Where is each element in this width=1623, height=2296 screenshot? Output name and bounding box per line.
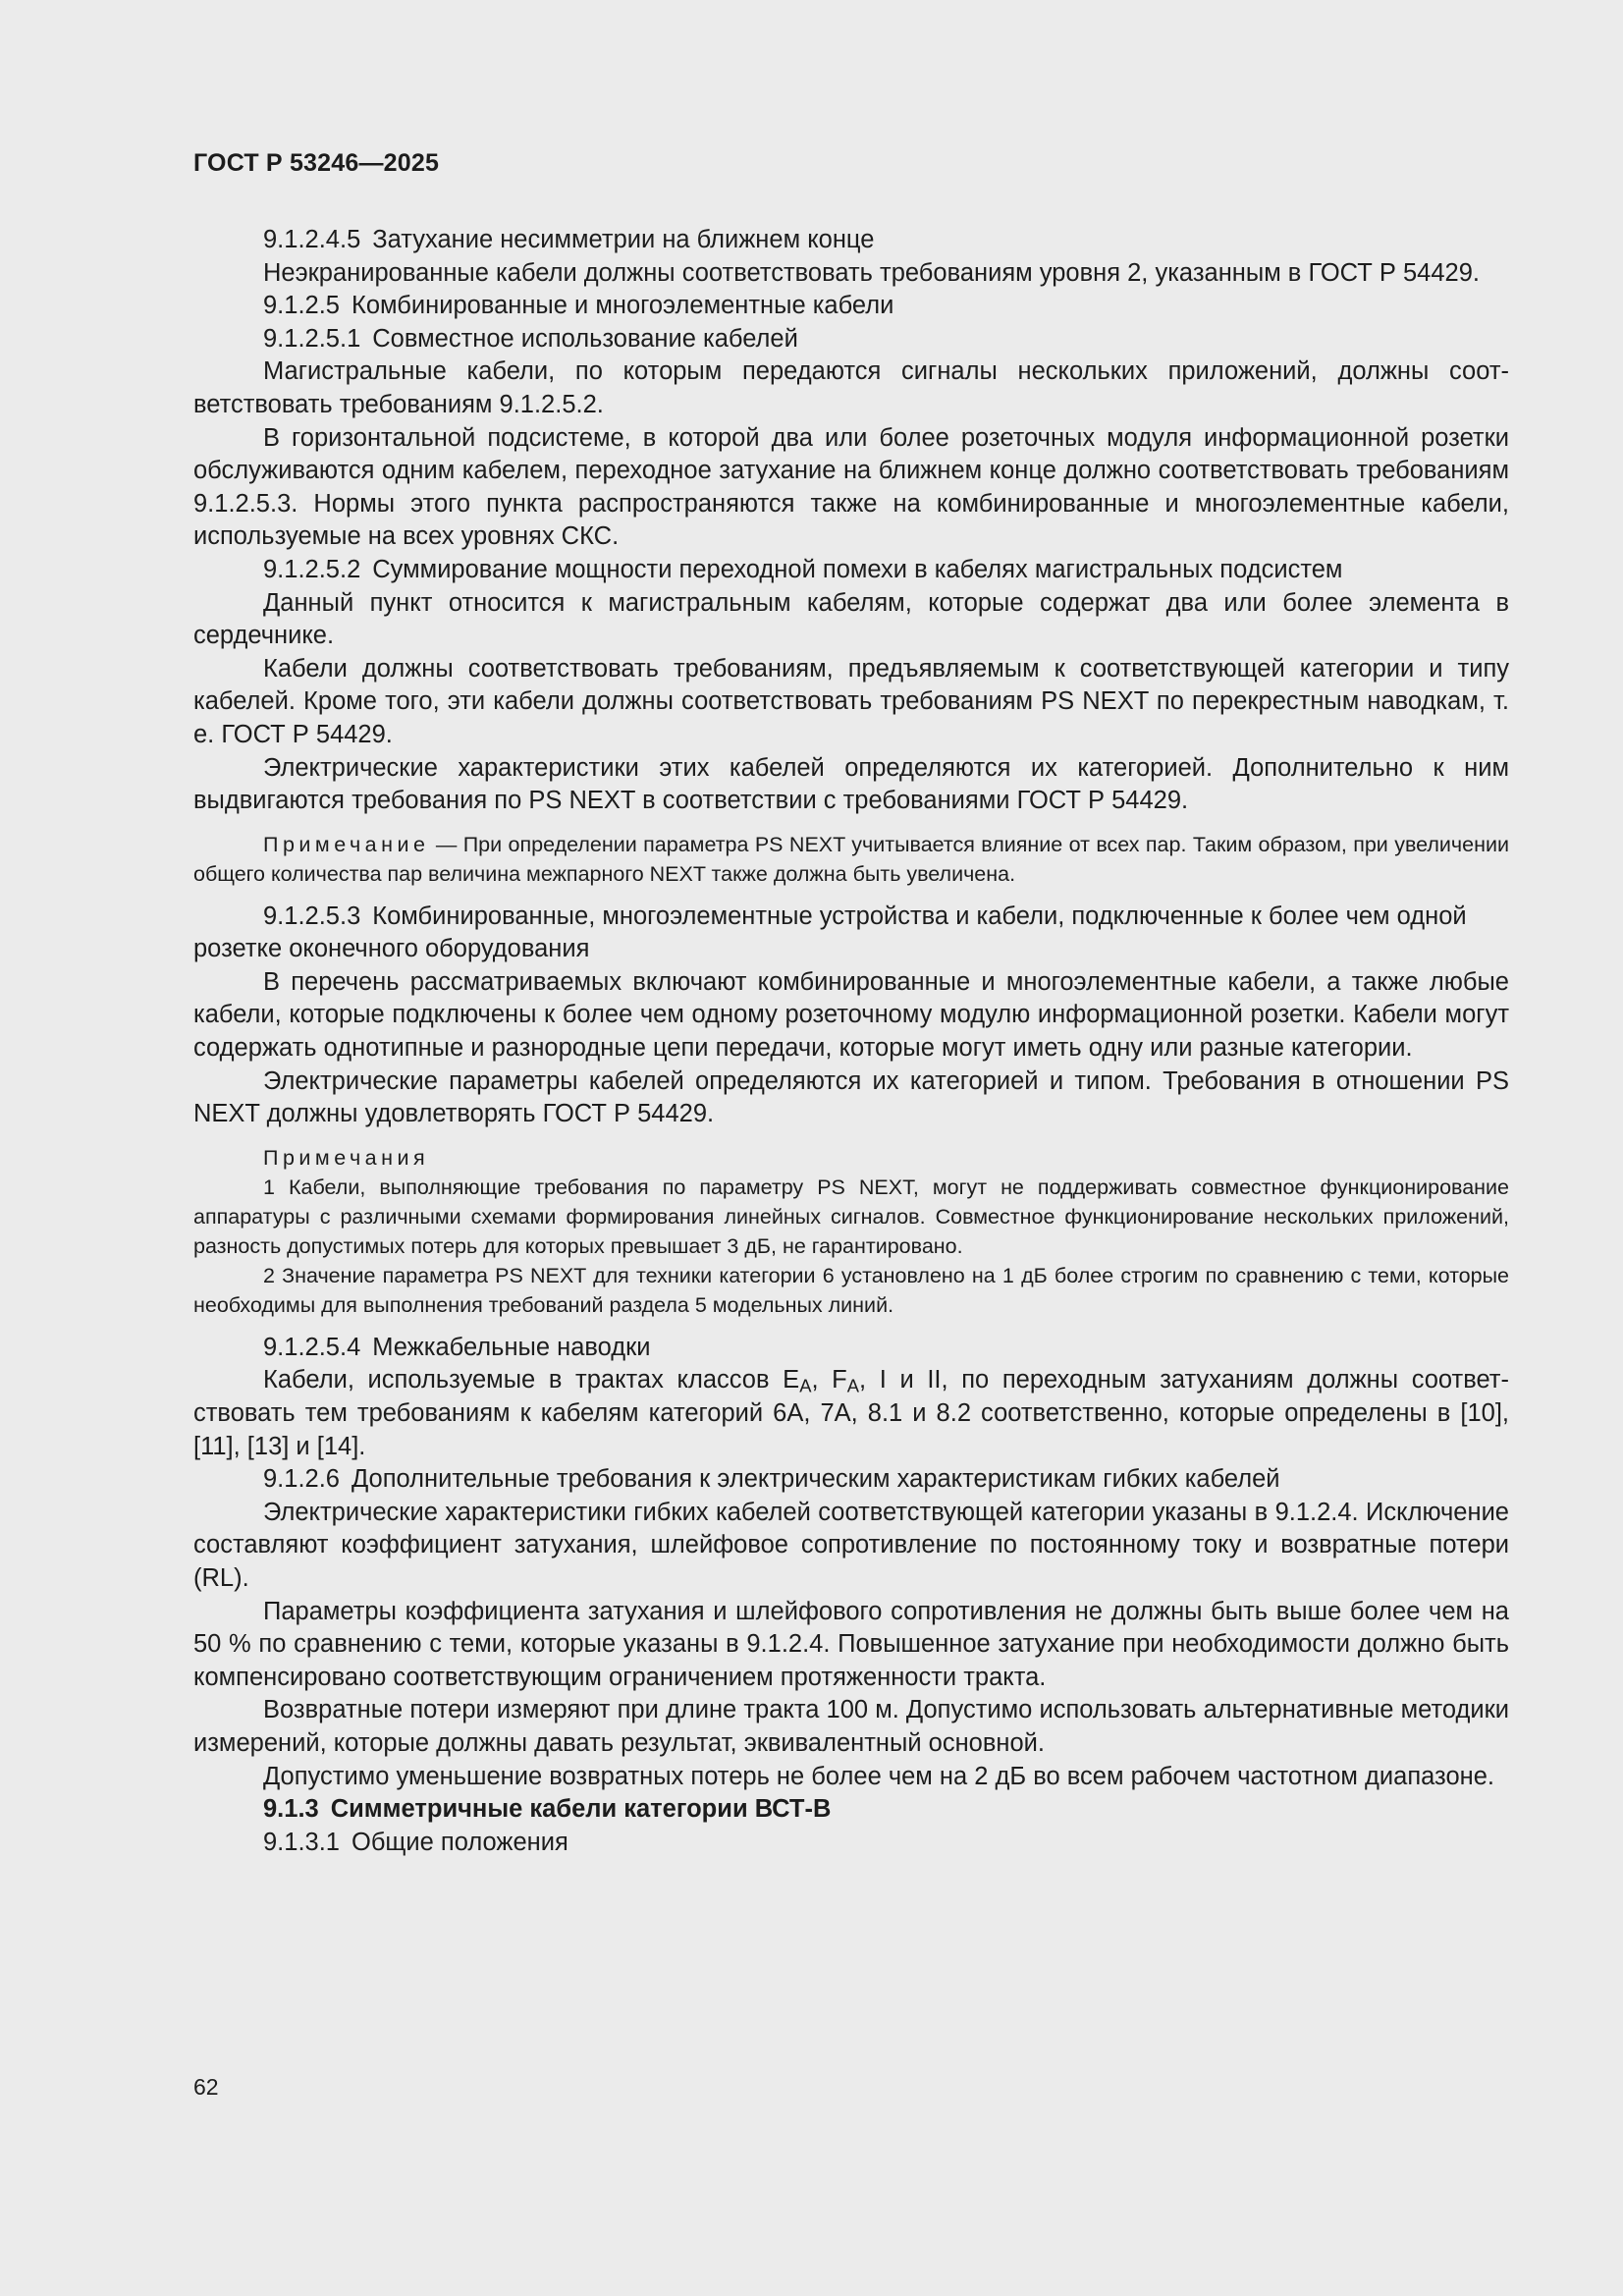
heading-9-1-2-5-4 — [193, 1332, 1509, 1365]
heading-9-1-3-1 — [193, 1827, 1509, 1860]
clause-title: Затухание несимметрии на ближнем конце — [372, 226, 875, 253]
heading-9-1-2-5-2 — [193, 554, 1509, 587]
clause-number: 9.1.2.5.4 — [263, 1333, 361, 1361]
clause-title: Комбинированные, многоэлементные устройства и кабели, подключенные к более чем одной розетке оконечного оборудования — [193, 902, 1467, 963]
clause-number: 9.1.2.5.3 — [263, 902, 361, 930]
notes-title: Примечания — [263, 1145, 430, 1170]
clause-number: 9.1.2.5.2 — [263, 555, 361, 583]
paragraph: Возвратные потери измеряют при длине тракта 100 м. Допустимо использовать альтернативные методики измерений, которые должны давать результат, эквивалентный основной. — [193, 1696, 1509, 1757]
notes-block — [193, 1143, 1509, 1320]
clause-number: 9.1.2.5.1 — [263, 324, 361, 353]
clause-title: Суммирование мощности переходной помехи в кабелях магистральных подсистем — [372, 555, 1343, 583]
paragraph: Кабели должны соответствовать требованиям, предъявляемым к соответствующей категории и типу кабелей. Кроме того, эти кабели должны соответствовать требованиям PS NEXT по перекрестным наводкам, т. е. ГОСТ Р 54429. — [193, 654, 1509, 748]
page-number: 62 — [193, 2074, 219, 2100]
clause-title: Дополнительные требования к электрическим характеристикам гибких кабелей — [351, 1465, 1280, 1494]
paragraph: Неэкранированные кабели должны соответствовать требованиям уровня 2, указанным в ГОСТ Р 54429. — [263, 258, 1480, 287]
clause-title: Общие положения — [351, 1828, 568, 1856]
clause-number: 9.1.2.6 — [263, 1465, 340, 1494]
document-body — [193, 224, 1509, 1859]
clause-title: Комбинированные и многоэлементные кабели — [351, 292, 894, 320]
heading-9-1-2-5-3 — [193, 901, 1509, 966]
clause-number: 9.1.2.5 — [263, 292, 340, 320]
paragraph: Параметры коэффициента затухания и шлейфового сопротивления не должны быть выше более чем на 50 % по сравнению с теми, которые указаны в 9.1.2.4. Повышенное затухание при необходимости должно быть компенсировано соответствующим ограничением протяженности тракта. — [193, 1597, 1509, 1691]
text-run: Кабели, используемые в трактах классов E — [263, 1366, 800, 1394]
heading-9-1-3 — [193, 1793, 1509, 1827]
note — [193, 830, 1509, 889]
clause-title: Межкабельные наводки — [372, 1333, 651, 1361]
heading-9-1-2-4-5 — [193, 224, 1509, 257]
heading-9-1-2-6 — [193, 1463, 1509, 1497]
paragraph: Данный пункт относится к магистральным кабелям, которые содержат два или более элемента в сердечнике. — [193, 588, 1509, 650]
heading-9-1-2-5-1 — [193, 323, 1509, 356]
paragraph: Магистральные кабели, по которым передаются сигналы нескольких приложений, должны соответствовать требованиям 9.1.2.5.2. — [193, 357, 1509, 418]
paragraph: Электрические параметры кабелей определяются их категорией и типом. Требования в отношении PS NEXT должны удовлетворять ГОСТ Р 54429. — [193, 1066, 1509, 1128]
paragraph: В горизонтальной подсистеме, в которой два или более розеточных модуля информационной розетки обслуживаются одним кабелем, переходное затухание на ближнем конце должно соответствовать требованиям 9.1.2.5.3. Нормы этого пункта распространяются также на комбинированные и многоэлементные кабели, используемые на всех уровнях СКС. — [193, 423, 1509, 551]
subscript: A — [799, 1376, 812, 1397]
document-header: ГОСТ Р 53246—2025 — [193, 149, 440, 177]
paragraph: Допустимо уменьшение возвратных потерь не более чем на 2 дБ во всем рабочем частотном диапазоне. — [263, 1762, 1494, 1790]
paragraph: Электрические характеристики этих кабелей определяются их категорией. Дополнительно к ним выдвигаются требования по PS NEXT в соответствии с требованиями ГОСТ Р 54429. — [193, 753, 1509, 815]
note-item: 1 Кабели, выполняющие требования по параметру PS NEXT, могут не поддерживать совместное функционирование аппаратуры с различными схемами формирования линейных сигналов. Совместное функционирование нескольких приложений, разность допустимых потерь для которых превышает 3 дБ, не гарантировано. — [193, 1175, 1509, 1258]
note-item: 2 Значение параметра PS NEXT для техники категории 6 установлено на 1 дБ более строгим по сравнению с теми, которые необходимы для выполнения требований раздела 5 модельных линий. — [193, 1263, 1509, 1317]
text-run: , I и II, по переходным затуханиям должны соответствовать тем требованиям к кабелям категорий 6A, 7A, 8.1 и 8.2 соответственно, которые определены в [10], [11], [13] и [14]. — [193, 1366, 1509, 1460]
paragraph — [193, 1364, 1509, 1463]
clause-number: 9.1.3 — [263, 1795, 319, 1824]
note-paragraph — [193, 830, 1509, 889]
heading-9-1-2-5 — [193, 290, 1509, 323]
clause-title: Совместное использование кабелей — [372, 324, 798, 353]
clause-number: 9.1.3.1 — [263, 1828, 340, 1856]
note-text: — При определении параметра PS NEXT учитывается влияние от всех пар. Таким образом, при увеличении общего количества пар величина межпарного NEXT также должна быть увеличена. — [193, 832, 1509, 886]
subscript: A — [846, 1376, 859, 1397]
note-label: Примечание — [263, 832, 430, 856]
paragraph: Электрические характеристики гибких кабелей соответствующей категории указаны в 9.1.2.4. Исключение составляют коэффициент затухания, шлейфовое сопротивление по постоянному току и возвратные потери (RL). — [193, 1498, 1509, 1592]
clause-title: Симметричные кабели категории ВСТ-В — [330, 1795, 832, 1824]
paragraph: В перечень рассматриваемых включают комбинированные и многоэлементные кабели, а также любые кабели, которые подключены к более чем одному розеточному модулю информационной розетки. Кабели могут содержать однотипные и разнородные цепи передачи, которые могут иметь одну или разные категории. — [193, 967, 1509, 1063]
clause-number: 9.1.2.4.5 — [263, 226, 361, 253]
text-run: , F — [811, 1366, 847, 1394]
